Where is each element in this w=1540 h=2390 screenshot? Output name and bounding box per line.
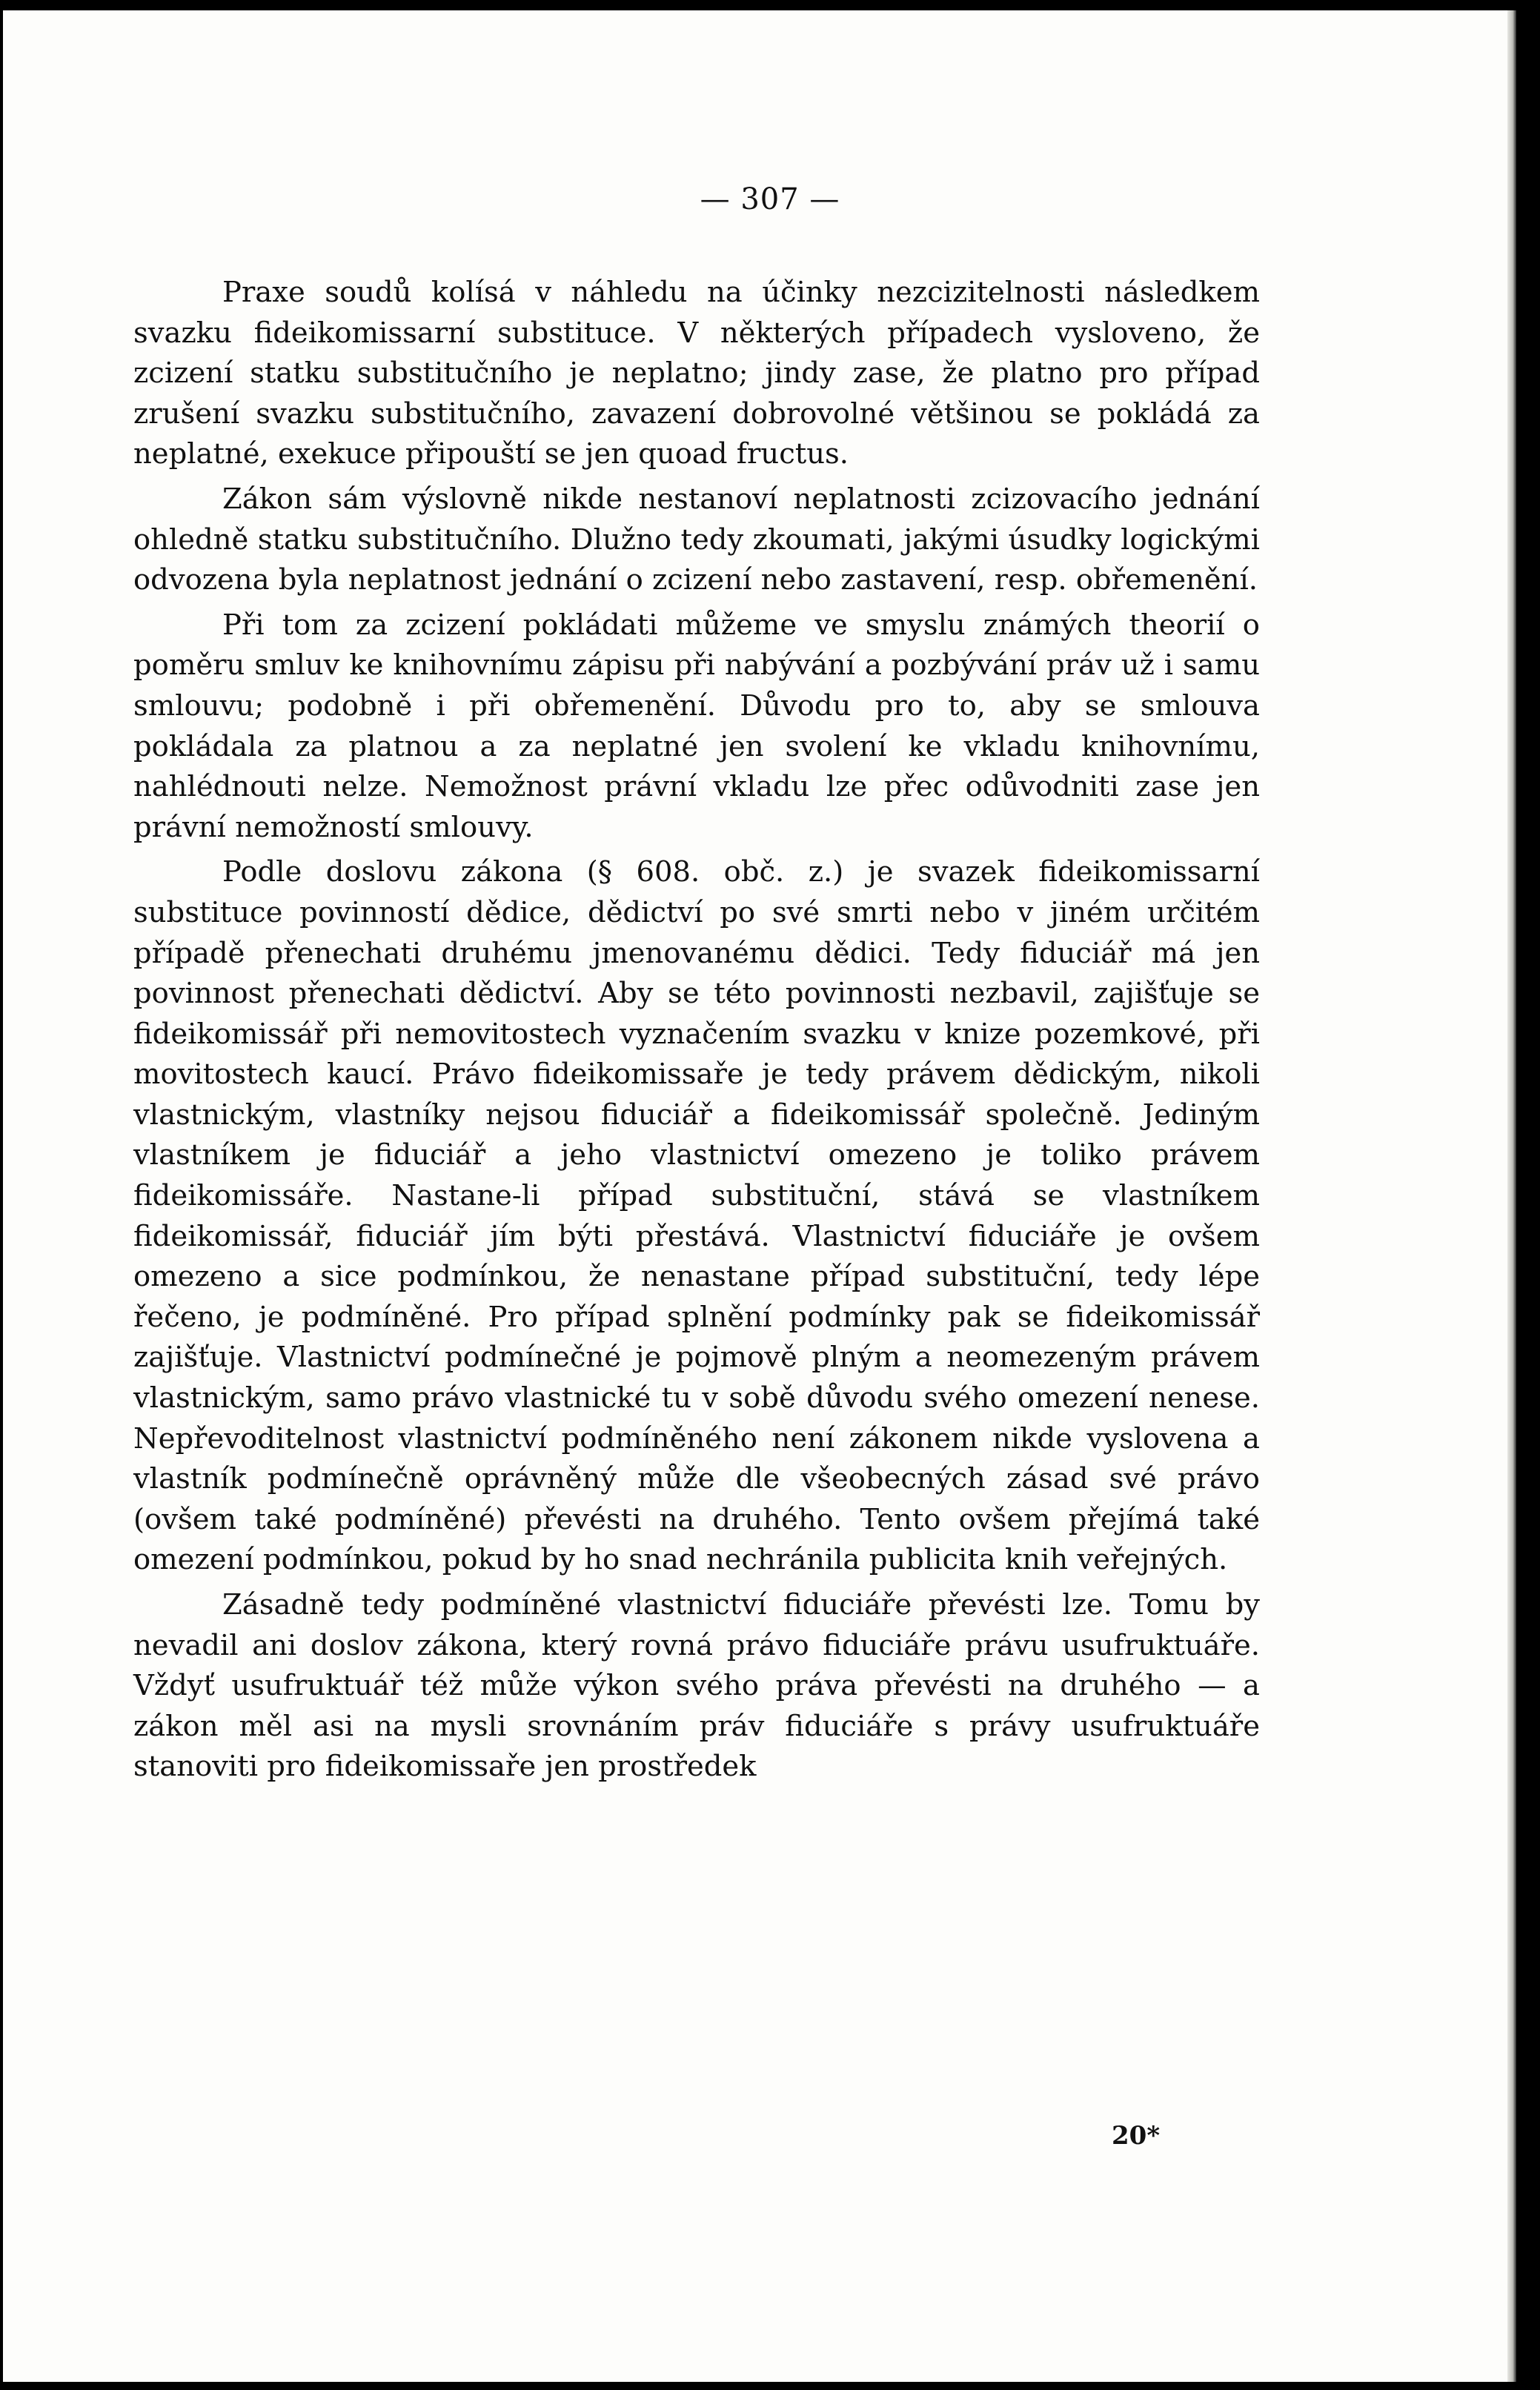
paragraph-3: Při tom za zcizení pokládati můžeme ve smyslu známých theorií o poměru smluv ke knihovnímu zápisu při nabývání a pozbývání práv už i samu smlouvu; podobně i při obřemenění. Důvodu pro to, aby se smlouva pokládala za platnou a za neplatné jen svolení ke vkladu knihovnímu, nahlédnouti nelze. Nemožnost právní vkladu lze přec odůvodniti zase jen právní nemožností smlouvy. xyxy=(133,608,1260,844)
paragraph-1: Praxe soudů kolísá v náhledu na účinky nezcizitelnosti následkem svazku fideikomissarní substituce. V některých případech vysloveno, že zcizení statku substitučního je neplatno; jindy zase, že platno pro případ zrušení svazku substitučního, zavazení dobrovolné většinou se pokládá za neplatné, exekuce připouští se jen quoad fructus. xyxy=(133,276,1260,471)
paragraph-2: Zákon sám výslovně nikde nestanoví neplatnosti zcizovacího jednání ohledně statku substitučního. Dlužno tedy zkoumati, jakými úsudky logickými odvozena byla neplatnost jednání o zcizení nebo zastavení, resp. obřemenění. xyxy=(133,482,1260,597)
paragraph-4: Podle doslovu zákona (§ 608. obč. z.) je svazek fideikomissarní substituce povinností dědice, dědictví po své smrti nebo v jiném určitém případě přenechati druhému jmenovanému dědici. Tedy fiduciář má jen povinnost přenechati dědictví. Aby se této povinnosti nezbavil, zajišťuje se fideikomissář při nemovitostech vyznačením svazku v knize pozemkové, při movitostech kaucí. Právo fideikomissaře je tedy právem dědickým, nikoli vlastnickým, vlastníky nejsou fiduciář a fideikomissář společně. Jediným vlastníkem je fiduciář a jeho vlastnictví omezeno je toliko právem fideikomissáře. Nastane-li případ substituční, stává se vlastníkem fideikomissář, fiduciář jím býti přestává. Vlastnictví fiduciáře je ovšem omezeno a sice podmínkou, že nenastane případ substituční, tedy lépe řečeno, je podmíněné. Pro případ splnění podmínky pak se fideikomissář zajišťuje. Vlastnictví podmínečné je pojmově plným a neomezeným právem vlastnickým, samo právo vlastnické tu v sobě důvodu svého omezení nenese. Nepřevoditelnost vlastnictví podmíněného není zákonem nikde vyslovena a vlastník podmínečně oprávněný může dle všeobecných zásad své právo (ovšem také podmíněné) převésti na druhého. Tento ovšem přejímá také omezení podmínkou, pokud by ho snad nechránila publicita knih veřejných. xyxy=(133,855,1260,1577)
page-number: — 307 — xyxy=(700,182,840,216)
binding-edge xyxy=(1507,10,1516,2382)
paragraph-5: Zásadně tedy podmíněné vlastnictví fiduciáře převésti lze. Tomu by nevadil ani doslov zákona, který rovná právo fiduciáře právu usufruktuáře. Vždyť usufruktuář též může výkon svého práva převésti na druhého — a zákon měl asi na mysli srovnáním práv fiduciáře s právy usufruktuáře stanoviti pro fideikomissaře jen prostředek xyxy=(133,1588,1260,1784)
body-text xyxy=(133,273,1260,1792)
printer-signature-mark: 20* xyxy=(1112,2121,1161,2151)
